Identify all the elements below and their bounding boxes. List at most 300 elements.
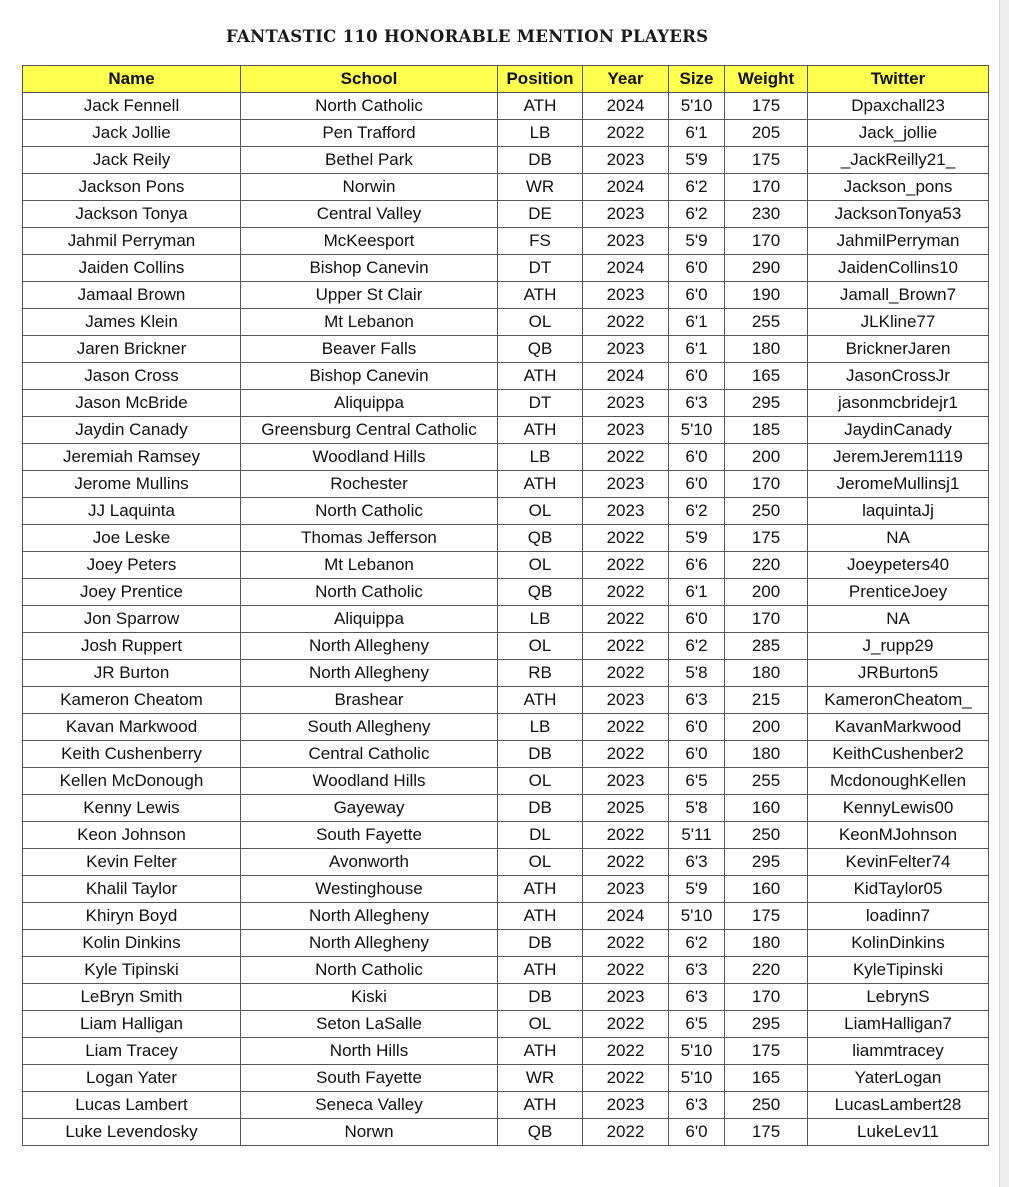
cell-twitter: JLKline77 <box>808 309 989 336</box>
cell-year: 2022 <box>583 120 669 147</box>
cell-year: 2023 <box>583 417 669 444</box>
cell-weight: 175 <box>725 1119 808 1146</box>
cell-position: ATH <box>498 1038 583 1065</box>
table-row <box>23 147 989 174</box>
cell-position: OL <box>498 849 583 876</box>
cell-school: Norwin <box>241 174 498 201</box>
cell-year: 2022 <box>583 606 669 633</box>
cell-weight: 295 <box>725 390 808 417</box>
cell-name: Kameron Cheatom <box>23 687 241 714</box>
cell-position: FS <box>498 228 583 255</box>
table-row <box>23 741 989 768</box>
cell-school: North Allegheny <box>241 660 498 687</box>
cell-name: Kyle Tipinski <box>23 957 241 984</box>
cell-weight: 175 <box>725 525 808 552</box>
column-header-position: Position <box>498 66 583 93</box>
cell-weight: 180 <box>725 660 808 687</box>
cell-school: North Catholic <box>241 579 498 606</box>
cell-position: DE <box>498 201 583 228</box>
cell-school: Brashear <box>241 687 498 714</box>
cell-size: 5'10 <box>669 93 725 120</box>
cell-weight: 160 <box>725 876 808 903</box>
cell-year: 2023 <box>583 336 669 363</box>
cell-school: Aliquippa <box>241 606 498 633</box>
cell-position: ATH <box>498 282 583 309</box>
cell-twitter: YaterLogan <box>808 1065 989 1092</box>
cell-position: LB <box>498 120 583 147</box>
cell-school: Mt Lebanon <box>241 552 498 579</box>
cell-twitter: JacksonTonya53 <box>808 201 989 228</box>
cell-name: Jahmil Perryman <box>23 228 241 255</box>
cell-size: 6'2 <box>669 498 725 525</box>
table-row <box>23 309 989 336</box>
cell-school: Upper St Clair <box>241 282 498 309</box>
cell-size: 6'1 <box>669 120 725 147</box>
cell-year: 2022 <box>583 930 669 957</box>
cell-name: Jackson Tonya <box>23 201 241 228</box>
table-row <box>23 363 989 390</box>
table-row <box>23 444 989 471</box>
cell-size: 5'9 <box>669 525 725 552</box>
cell-position: ATH <box>498 471 583 498</box>
cell-name: JR Burton <box>23 660 241 687</box>
cell-name: Joey Peters <box>23 552 241 579</box>
cell-weight: 295 <box>725 849 808 876</box>
cell-position: QB <box>498 336 583 363</box>
cell-name: LeBryn Smith <box>23 984 241 1011</box>
table-row <box>23 471 989 498</box>
cell-year: 2024 <box>583 903 669 930</box>
cell-school: Gayeway <box>241 795 498 822</box>
cell-size: 6'3 <box>669 849 725 876</box>
cell-position: ATH <box>498 417 583 444</box>
cell-year: 2023 <box>583 201 669 228</box>
column-header-twitter: Twitter <box>808 66 989 93</box>
cell-year: 2022 <box>583 1011 669 1038</box>
cell-school: North Catholic <box>241 957 498 984</box>
table-row <box>23 255 989 282</box>
cell-weight: 170 <box>725 471 808 498</box>
cell-weight: 295 <box>725 1011 808 1038</box>
cell-position: DB <box>498 930 583 957</box>
cell-year: 2022 <box>583 525 669 552</box>
table-row <box>23 201 989 228</box>
table-row <box>23 282 989 309</box>
cell-weight: 255 <box>725 309 808 336</box>
cell-size: 5'10 <box>669 1038 725 1065</box>
cell-size: 6'2 <box>669 930 725 957</box>
cell-size: 5'9 <box>669 147 725 174</box>
table-row <box>23 1065 989 1092</box>
cell-name: JJ Laquinta <box>23 498 241 525</box>
cell-position: QB <box>498 525 583 552</box>
cell-twitter: Jamall_Brown7 <box>808 282 989 309</box>
cell-year: 2024 <box>583 363 669 390</box>
cell-weight: 250 <box>725 498 808 525</box>
cell-position: OL <box>498 768 583 795</box>
cell-name: Jason McBride <box>23 390 241 417</box>
cell-twitter: Jackson_pons <box>808 174 989 201</box>
table-row <box>23 768 989 795</box>
cell-year: 2024 <box>583 93 669 120</box>
cell-year: 2023 <box>583 498 669 525</box>
cell-position: DL <box>498 822 583 849</box>
cell-name: Kolin Dinkins <box>23 930 241 957</box>
cell-year: 2023 <box>583 282 669 309</box>
cell-size: 5'9 <box>669 228 725 255</box>
cell-weight: 180 <box>725 336 808 363</box>
cell-name: Jackson Pons <box>23 174 241 201</box>
cell-size: 6'0 <box>669 282 725 309</box>
column-header-name: Name <box>23 66 241 93</box>
cell-position: WR <box>498 1065 583 1092</box>
cell-year: 2022 <box>583 579 669 606</box>
cell-position: RB <box>498 660 583 687</box>
cell-school: Central Catholic <box>241 741 498 768</box>
cell-position: DT <box>498 255 583 282</box>
cell-size: 5'11 <box>669 822 725 849</box>
table-row <box>23 552 989 579</box>
cell-position: DB <box>498 741 583 768</box>
cell-position: QB <box>498 579 583 606</box>
cell-name: Jamaal Brown <box>23 282 241 309</box>
cell-weight: 285 <box>725 633 808 660</box>
cell-year: 2022 <box>583 309 669 336</box>
table-row <box>23 525 989 552</box>
cell-twitter: LukeLev11 <box>808 1119 989 1146</box>
cell-twitter: JeremJerem1119 <box>808 444 989 471</box>
cell-weight: 190 <box>725 282 808 309</box>
cell-year: 2023 <box>583 228 669 255</box>
cell-weight: 170 <box>725 174 808 201</box>
cell-name: Jeremiah Ramsey <box>23 444 241 471</box>
cell-name: Jack Fennell <box>23 93 241 120</box>
cell-weight: 180 <box>725 930 808 957</box>
cell-twitter: KidTaylor05 <box>808 876 989 903</box>
cell-twitter: JeromeMullinsj1 <box>808 471 989 498</box>
cell-school: Mt Lebanon <box>241 309 498 336</box>
table-row <box>23 606 989 633</box>
cell-school: Pen Trafford <box>241 120 498 147</box>
column-header-weight: Weight <box>725 66 808 93</box>
cell-year: 2022 <box>583 714 669 741</box>
table-row <box>23 228 989 255</box>
cell-name: Liam Tracey <box>23 1038 241 1065</box>
cell-year: 2023 <box>583 687 669 714</box>
cell-position: DT <box>498 390 583 417</box>
cell-twitter: JasonCrossJr <box>808 363 989 390</box>
cell-twitter: NA <box>808 525 989 552</box>
cell-twitter: J_rupp29 <box>808 633 989 660</box>
cell-school: Aliquippa <box>241 390 498 417</box>
cell-year: 2022 <box>583 957 669 984</box>
cell-school: Central Valley <box>241 201 498 228</box>
cell-weight: 255 <box>725 768 808 795</box>
cell-weight: 200 <box>725 714 808 741</box>
cell-school: North Allegheny <box>241 930 498 957</box>
cell-twitter: KameronCheatom_ <box>808 687 989 714</box>
table-row <box>23 390 989 417</box>
cell-year: 2023 <box>583 147 669 174</box>
page-edge <box>999 0 1009 1187</box>
cell-twitter: JRBurton5 <box>808 660 989 687</box>
cell-year: 2024 <box>583 255 669 282</box>
table-row <box>23 1038 989 1065</box>
cell-weight: 290 <box>725 255 808 282</box>
column-header-size: Size <box>669 66 725 93</box>
table-row <box>23 1119 989 1146</box>
cell-twitter: McdonoughKellen <box>808 768 989 795</box>
cell-weight: 160 <box>725 795 808 822</box>
table-row <box>23 174 989 201</box>
cell-school: North Catholic <box>241 498 498 525</box>
cell-twitter: BricknerJaren <box>808 336 989 363</box>
cell-school: McKeesport <box>241 228 498 255</box>
cell-position: ATH <box>498 903 583 930</box>
table-row <box>23 795 989 822</box>
cell-twitter: KeonMJohnson <box>808 822 989 849</box>
table-row <box>23 660 989 687</box>
document-title: FANTASTIC 110 HONORABLE MENTION PLAYERS <box>226 27 709 46</box>
cell-size: 6'2 <box>669 174 725 201</box>
cell-twitter: KeithCushenber2 <box>808 741 989 768</box>
cell-size: 5'9 <box>669 876 725 903</box>
cell-position: OL <box>498 552 583 579</box>
cell-name: Jaydin Canady <box>23 417 241 444</box>
cell-position: DB <box>498 147 583 174</box>
cell-position: ATH <box>498 957 583 984</box>
cell-size: 6'5 <box>669 1011 725 1038</box>
cell-school: Seton LaSalle <box>241 1011 498 1038</box>
cell-year: 2022 <box>583 1119 669 1146</box>
cell-twitter: KolinDinkins <box>808 930 989 957</box>
cell-size: 6'0 <box>669 606 725 633</box>
players-table <box>22 65 989 1146</box>
cell-position: ATH <box>498 363 583 390</box>
cell-year: 2024 <box>583 174 669 201</box>
cell-size: 6'3 <box>669 957 725 984</box>
cell-weight: 250 <box>725 822 808 849</box>
cell-school: Beaver Falls <box>241 336 498 363</box>
cell-school: South Fayette <box>241 1065 498 1092</box>
cell-year: 2023 <box>583 984 669 1011</box>
cell-weight: 230 <box>725 201 808 228</box>
cell-size: 6'3 <box>669 984 725 1011</box>
cell-name: Kevin Felter <box>23 849 241 876</box>
cell-position: OL <box>498 1011 583 1038</box>
cell-school: South Fayette <box>241 822 498 849</box>
cell-school: Rochester <box>241 471 498 498</box>
cell-size: 6'1 <box>669 579 725 606</box>
cell-size: 6'0 <box>669 1119 725 1146</box>
cell-weight: 220 <box>725 552 808 579</box>
cell-name: Luke Levendosky <box>23 1119 241 1146</box>
cell-year: 2022 <box>583 741 669 768</box>
cell-name: Keon Johnson <box>23 822 241 849</box>
cell-school: Westinghouse <box>241 876 498 903</box>
cell-name: Kellen McDonough <box>23 768 241 795</box>
cell-name: Keith Cushenberry <box>23 741 241 768</box>
table-row <box>23 984 989 1011</box>
cell-year: 2022 <box>583 552 669 579</box>
cell-name: James Klein <box>23 309 241 336</box>
cell-weight: 175 <box>725 1038 808 1065</box>
cell-position: LB <box>498 444 583 471</box>
cell-position: OL <box>498 309 583 336</box>
cell-weight: 180 <box>725 741 808 768</box>
cell-school: North Allegheny <box>241 903 498 930</box>
cell-school: Woodland Hills <box>241 768 498 795</box>
cell-size: 5'8 <box>669 660 725 687</box>
cell-year: 2023 <box>583 1092 669 1119</box>
column-header-year: Year <box>583 66 669 93</box>
cell-weight: 220 <box>725 957 808 984</box>
table-row <box>23 93 989 120</box>
cell-twitter: KyleTipinski <box>808 957 989 984</box>
cell-size: 6'5 <box>669 768 725 795</box>
cell-size: 6'0 <box>669 741 725 768</box>
cell-twitter: laquintaJj <box>808 498 989 525</box>
cell-weight: 250 <box>725 1092 808 1119</box>
cell-school: Bishop Canevin <box>241 255 498 282</box>
cell-name: Khalil Taylor <box>23 876 241 903</box>
cell-twitter: Joeypeters40 <box>808 552 989 579</box>
table-row <box>23 579 989 606</box>
cell-size: 6'3 <box>669 390 725 417</box>
cell-name: Jason Cross <box>23 363 241 390</box>
cell-twitter: Jack_jollie <box>808 120 989 147</box>
cell-position: DB <box>498 795 583 822</box>
cell-weight: 200 <box>725 444 808 471</box>
table-row <box>23 714 989 741</box>
cell-weight: 200 <box>725 579 808 606</box>
cell-weight: 175 <box>725 93 808 120</box>
cell-school: Seneca Valley <box>241 1092 498 1119</box>
cell-size: 6'2 <box>669 633 725 660</box>
cell-position: OL <box>498 633 583 660</box>
cell-position: LB <box>498 714 583 741</box>
cell-school: North Allegheny <box>241 633 498 660</box>
cell-weight: 205 <box>725 120 808 147</box>
cell-name: Khiryn Boyd <box>23 903 241 930</box>
cell-name: Kavan Markwood <box>23 714 241 741</box>
cell-twitter: jasonmcbridejr1 <box>808 390 989 417</box>
cell-twitter: JaydinCanady <box>808 417 989 444</box>
cell-size: 6'3 <box>669 687 725 714</box>
cell-weight: 175 <box>725 147 808 174</box>
cell-position: OL <box>498 498 583 525</box>
cell-school: Bethel Park <box>241 147 498 174</box>
cell-school: South Allegheny <box>241 714 498 741</box>
header-row <box>23 66 989 93</box>
cell-year: 2025 <box>583 795 669 822</box>
table-row <box>23 930 989 957</box>
cell-weight: 185 <box>725 417 808 444</box>
cell-year: 2022 <box>583 1038 669 1065</box>
cell-weight: 175 <box>725 903 808 930</box>
cell-year: 2022 <box>583 1065 669 1092</box>
cell-twitter: Dpaxchall23 <box>808 93 989 120</box>
cell-name: Jack Reily <box>23 147 241 174</box>
cell-name: Joey Prentice <box>23 579 241 606</box>
cell-twitter: KennyLewis00 <box>808 795 989 822</box>
cell-name: Jon Sparrow <box>23 606 241 633</box>
cell-position: ATH <box>498 93 583 120</box>
table-body <box>23 93 989 1146</box>
cell-twitter: KavanMarkwood <box>808 714 989 741</box>
cell-weight: 170 <box>725 606 808 633</box>
cell-position: QB <box>498 1119 583 1146</box>
cell-weight: 170 <box>725 984 808 1011</box>
cell-position: WR <box>498 174 583 201</box>
cell-twitter: LucasLambert28 <box>808 1092 989 1119</box>
cell-name: Josh Ruppert <box>23 633 241 660</box>
cell-name: Logan Yater <box>23 1065 241 1092</box>
table-row <box>23 903 989 930</box>
cell-school: Kiski <box>241 984 498 1011</box>
table-row <box>23 957 989 984</box>
cell-name: Jerome Mullins <box>23 471 241 498</box>
cell-school: Bishop Canevin <box>241 363 498 390</box>
column-header-school: School <box>241 66 498 93</box>
cell-twitter: _JackReilly21_ <box>808 147 989 174</box>
cell-size: 6'1 <box>669 309 725 336</box>
cell-year: 2022 <box>583 660 669 687</box>
cell-size: 5'10 <box>669 903 725 930</box>
cell-name: Jack Jollie <box>23 120 241 147</box>
cell-twitter: LiamHalligan7 <box>808 1011 989 1038</box>
cell-school: Thomas Jefferson <box>241 525 498 552</box>
cell-size: 6'0 <box>669 444 725 471</box>
cell-position: ATH <box>498 687 583 714</box>
cell-twitter: NA <box>808 606 989 633</box>
cell-name: Liam Halligan <box>23 1011 241 1038</box>
cell-size: 6'0 <box>669 363 725 390</box>
table-row <box>23 498 989 525</box>
table-row <box>23 822 989 849</box>
cell-name: Jaren Brickner <box>23 336 241 363</box>
cell-twitter: LebrynS <box>808 984 989 1011</box>
cell-size: 6'2 <box>669 201 725 228</box>
cell-size: 6'0 <box>669 255 725 282</box>
cell-name: Kenny Lewis <box>23 795 241 822</box>
cell-year: 2023 <box>583 768 669 795</box>
table-row <box>23 336 989 363</box>
cell-weight: 165 <box>725 1065 808 1092</box>
cell-twitter: loadinn7 <box>808 903 989 930</box>
cell-weight: 170 <box>725 228 808 255</box>
cell-position: ATH <box>498 1092 583 1119</box>
cell-year: 2022 <box>583 444 669 471</box>
cell-school: Greensburg Central Catholic <box>241 417 498 444</box>
cell-size: 6'3 <box>669 1092 725 1119</box>
table-row <box>23 633 989 660</box>
cell-year: 2022 <box>583 822 669 849</box>
table-row <box>23 417 989 444</box>
table-row <box>23 120 989 147</box>
cell-size: 6'0 <box>669 714 725 741</box>
cell-position: ATH <box>498 876 583 903</box>
cell-size: 6'0 <box>669 471 725 498</box>
cell-school: North Catholic <box>241 93 498 120</box>
table-row <box>23 1092 989 1119</box>
cell-name: Jaiden Collins <box>23 255 241 282</box>
cell-weight: 165 <box>725 363 808 390</box>
cell-size: 6'6 <box>669 552 725 579</box>
cell-size: 5'10 <box>669 1065 725 1092</box>
cell-year: 2023 <box>583 390 669 417</box>
table-row <box>23 1011 989 1038</box>
